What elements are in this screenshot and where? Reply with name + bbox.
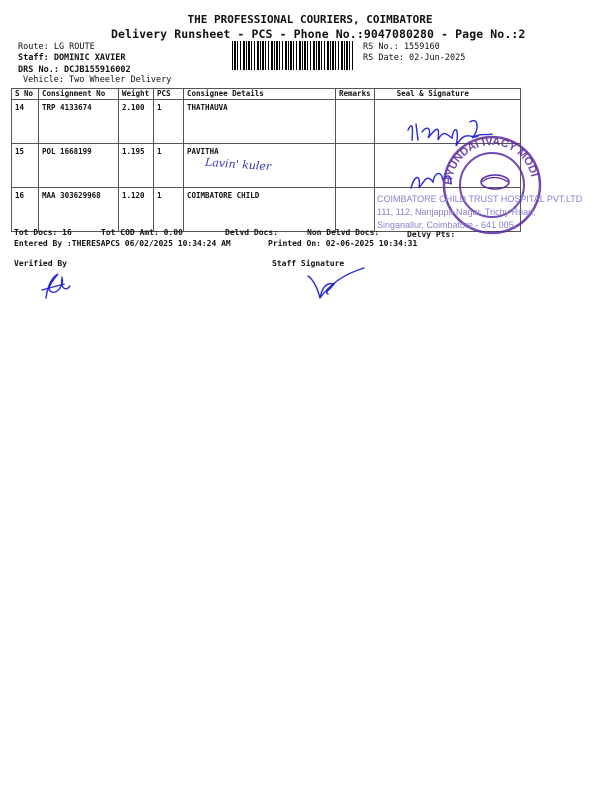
stamp-line-2: 111, 112, Nanjappa Nagar, Trichy Road, xyxy=(377,207,536,217)
col-sno: S No xyxy=(12,89,39,100)
cell-sno: 14 xyxy=(12,100,39,144)
company-title: THE PROFESSIONAL COURIERS, COIMBATORE xyxy=(187,13,433,26)
tot-cod-amt: Tot COD Amt: 0.00 xyxy=(101,228,183,237)
cell-consignment: POL 1668199 xyxy=(39,144,119,188)
col-consignee: Consignee Details xyxy=(184,89,336,100)
cell-weight: 1.195 xyxy=(119,144,154,188)
tot-docs: Tot Docs: 16 xyxy=(14,228,72,237)
cell-consignment: TRP 4133674 xyxy=(39,100,119,144)
hospital-stamp-text xyxy=(377,193,582,232)
col-consignment: Consignment No xyxy=(39,89,119,100)
staff-label: Staff: DOMINIC XAVIER xyxy=(18,53,126,63)
cell-pcs: 1 xyxy=(154,188,184,232)
cell-remarks xyxy=(336,100,375,144)
rs-date: RS Date: 02-Jun-2025 xyxy=(363,53,466,63)
stamp-ring-text: HYUNDAI IVACY MODI xyxy=(442,135,541,186)
cell-sno: 16 xyxy=(12,188,39,232)
printed-on: Printed On: 02-06-2025 10:34:31 xyxy=(268,239,418,248)
cell-remarks xyxy=(336,144,375,188)
staff-signature-label: Staff Signature xyxy=(272,259,345,268)
col-weight: Weight xyxy=(119,89,154,100)
cell-consignee: PAVITHA xyxy=(184,144,336,188)
verified-by-label: Verified By xyxy=(14,259,67,268)
cell-consignee: COIMBATORE CHILD xyxy=(184,188,336,232)
vehicle-label: Vehicle: Two Wheeler Delivery xyxy=(23,75,172,85)
col-seal: Seal & Signature xyxy=(374,89,520,100)
col-pcs: PCS xyxy=(154,89,184,100)
drs-number: DRS No.: DCJB155916002 xyxy=(18,65,131,75)
verified-signature xyxy=(36,268,76,304)
cell-weight: 1.120 xyxy=(119,188,154,232)
cell-pcs: 1 xyxy=(154,100,184,144)
cell-consignment: MAA 303629968 xyxy=(39,188,119,232)
handwritten-name: Lavin' kuler xyxy=(204,155,272,174)
route-label: Route: LG ROUTE xyxy=(18,42,95,52)
staff-signature xyxy=(300,262,370,302)
col-remarks: Remarks xyxy=(336,89,375,100)
barcode xyxy=(232,41,355,70)
rs-number: RS No.: 1559160 xyxy=(363,42,440,52)
stamp-line-1: COIMBATORE CHILD TRUST HOSPITAL PVT.LTD xyxy=(377,194,583,204)
cell-remarks xyxy=(336,188,375,232)
cell-consignee: THATHAUVA xyxy=(184,100,336,144)
cell-weight: 2.100 xyxy=(119,100,154,144)
stamp-line-3: Singanallur, Coimbatore - 641 005. xyxy=(377,220,517,230)
cell-pcs: 1 xyxy=(154,144,184,188)
runsheet-subtitle: Delivery Runsheet - PCS - Phone No.:9047080280 - Page No.:2 xyxy=(111,27,526,41)
cell-sno: 15 xyxy=(12,144,39,188)
non-delvd-docs: Non Delvd Docs: xyxy=(307,228,380,237)
delvd-docs: Delvd Docs: xyxy=(225,228,278,237)
entered-by: Entered By :THERESAPCS 06/02/2025 10:34:24 AM xyxy=(14,239,231,248)
delvy-pts: Delvy Pts: xyxy=(407,230,456,239)
table-header-row xyxy=(12,89,521,100)
